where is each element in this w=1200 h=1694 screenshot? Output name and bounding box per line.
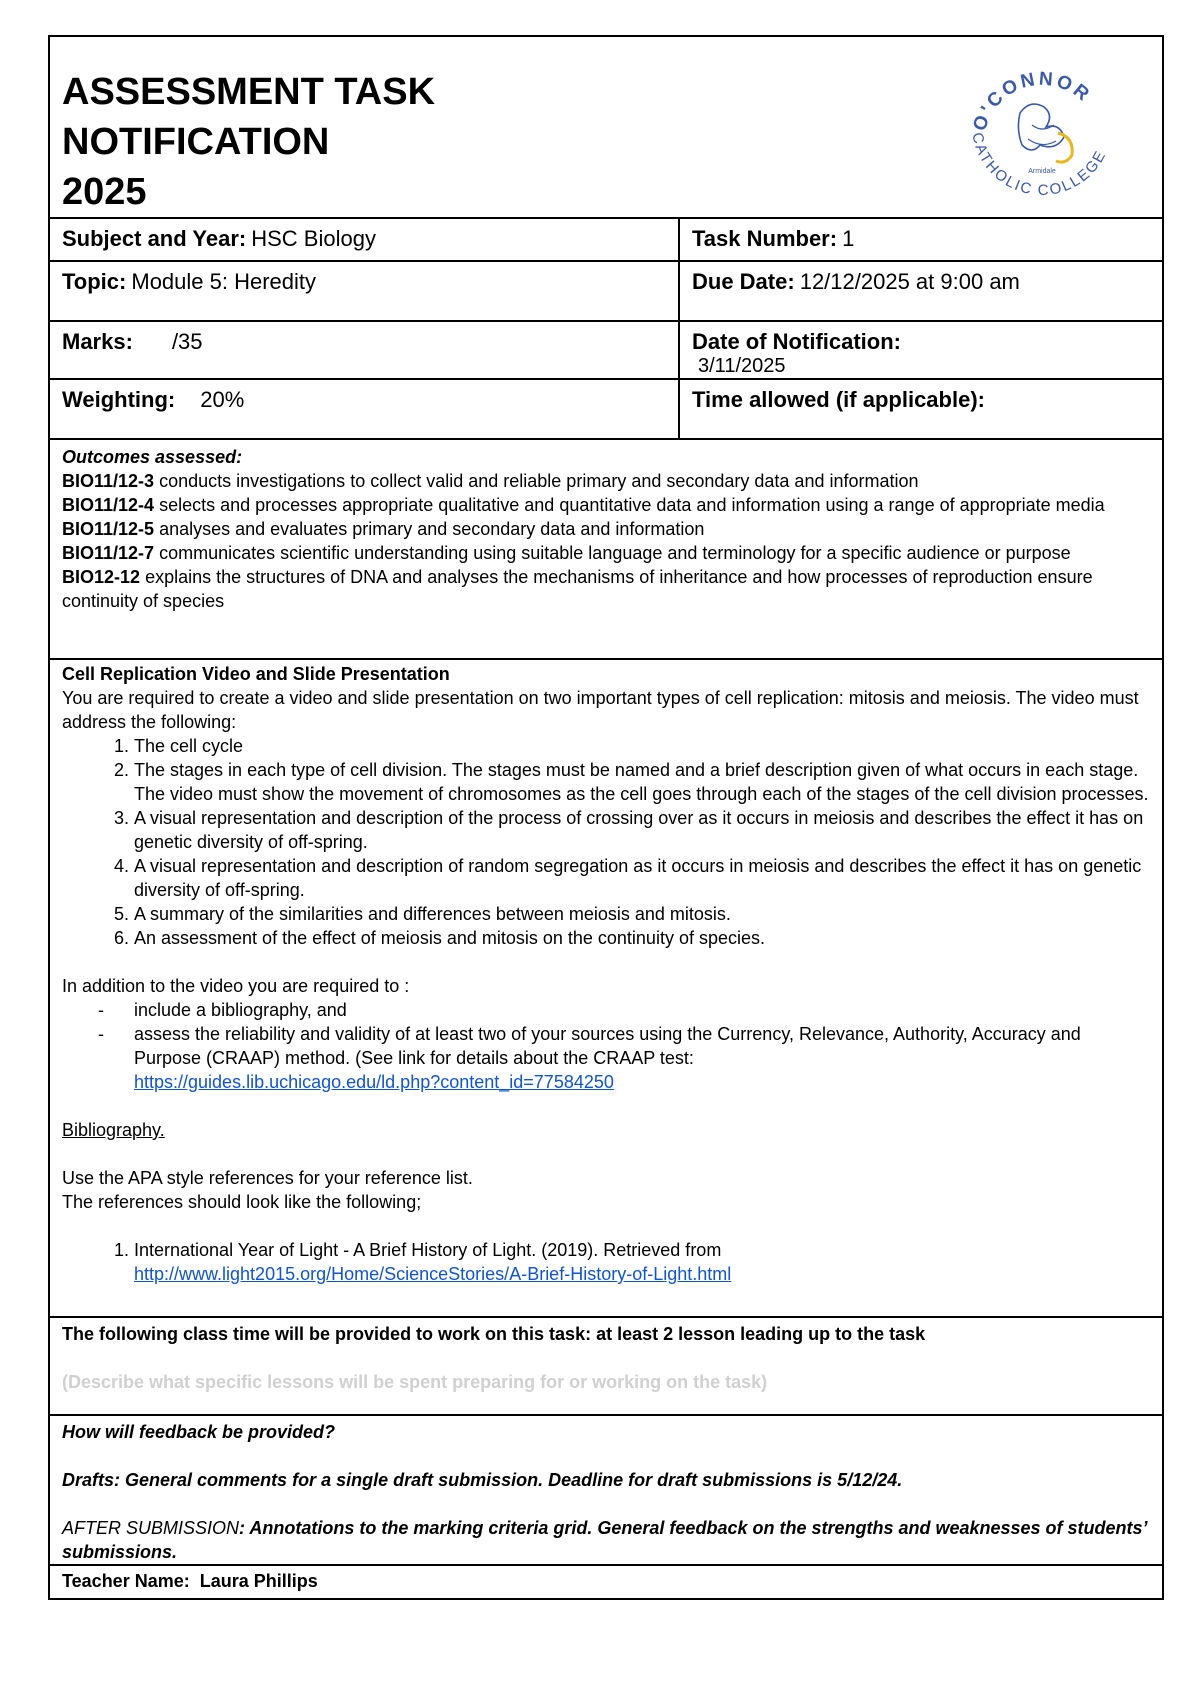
reference-example-list <box>62 1238 1150 1286</box>
logo-text-bottom: CATHOLIC COLLEGE <box>968 130 1110 200</box>
due-date-cell <box>679 261 1163 321</box>
marks-value: /35 <box>171 329 203 354</box>
outcome-item: BIO11/12-3 conducts investigations to collect valid and reliable primary and secondary data and information <box>62 471 919 491</box>
feedback-after-submission: AFTER SUBMISSION: Annotations to the marking criteria grid. General feedback on the strengths and weaknesses of students’ submissions. <box>62 1518 1147 1562</box>
time-allowed-cell <box>679 379 1163 439</box>
reference-link[interactable]: http://www.light2015.org/Home/ScienceStories/A-Brief-History-of-Light.html <box>134 1264 732 1284</box>
task-number-value: 1 <box>842 226 855 251</box>
class-time-hint: (Describe what specific lessons will be spent preparing for or working on the task) <box>62 1372 768 1392</box>
task-description-cell <box>49 659 1163 1317</box>
list-item: 3. A visual representation and description of the process of crossing over as it occurs in meiosis and describes the effect it has on genetic diversity of off-spring. <box>134 806 1150 854</box>
teacher-cell <box>49 1565 1163 1599</box>
list-item: - assess the reliability and validity of at least two of your sources using the Currency, Relevance, Authority, Accuracy and Purpose (CRAAP) method. (See link for details about the CRAAP test: https://guides.lib.uchicago.edu/ld.php?content_id=77584250 <box>134 1022 1150 1094</box>
bibliography-heading: Bibliography. <box>62 1120 165 1140</box>
feedback-question: How will feedback be provided? <box>62 1422 336 1442</box>
task-requirements-list <box>62 734 1150 950</box>
assessment-table <box>48 35 1164 1600</box>
list-item: 6. An assessment of the effect of meiosis and mitosis on the continuity of species. <box>134 926 1150 950</box>
topic-cell <box>49 261 679 321</box>
craap-link[interactable]: https://guides.lib.uchicago.edu/ld.php?content_id=77584250 <box>134 1072 614 1092</box>
teacher-label: Teacher Name: <box>62 1571 190 1591</box>
class-time-cell <box>49 1317 1163 1415</box>
title-cell <box>49 36 1163 218</box>
addition-intro: In addition to the video you are required to : <box>62 976 410 996</box>
list-item: 4. A visual representation and description of random segregation as it occurs in meiosis and describes the effect it has on genetic diversity of off-spring. <box>134 854 1150 902</box>
notification-date-cell <box>679 321 1163 379</box>
weighting-cell <box>49 379 679 439</box>
outcome-item: BIO11/12-5 analyses and evaluates primary and secondary data and information <box>62 519 705 539</box>
due-date-label: Due Date: <box>692 269 795 294</box>
logo-text-top: O'CONNOR <box>969 68 1096 134</box>
outcomes-cell <box>49 439 1163 659</box>
notification-label: Date of Notification: <box>692 329 901 354</box>
task-number-label: Task Number: <box>692 226 838 251</box>
college-logo <box>962 55 1122 215</box>
task-intro: You are required to create a video and slide presentation on two important types of cell replication: mitosis and meiosis. The video must address the following: <box>62 688 1139 732</box>
apa-instruction: Use the APA style references for your reference list. <box>62 1168 473 1188</box>
outcome-item: BIO11/12-4 selects and processes appropriate qualitative and quantitative data and information using a range of appropriate media <box>62 495 1105 515</box>
feedback-cell <box>49 1415 1163 1565</box>
list-item: 1. International Year of Light - A Brief History of Light. (2019). Retrieved from http://www.light2015.org/Home/ScienceStories/A-Brief-History-of-Light.html <box>134 1238 1150 1286</box>
outcome-item: BIO12-12 explains the structures of DNA and analyses the mechanisms of inheritance and how processes of reproduction ensure continuity of species <box>62 567 1093 611</box>
topic-label: Topic: <box>62 269 127 294</box>
svg-text:O'CONNOR <box>969 69 1095 134</box>
logo-motto: Armidale <box>1028 168 1056 175</box>
outcomes-heading: Outcomes assessed: <box>62 447 243 467</box>
document-title: ASSESSMENT TASK NOTIFICATION 2025 <box>62 71 436 213</box>
subject-cell <box>49 218 679 261</box>
apa-instruction: The references should look like the following; <box>62 1192 422 1212</box>
weighting-value: 20% <box>200 387 245 412</box>
teacher-name: Laura Phillips <box>199 1571 318 1591</box>
time-allowed-label: Time allowed (if applicable): <box>692 387 985 412</box>
notification-value: 3/11/2025 <box>698 355 786 377</box>
task-heading: Cell Replication Video and Slide Presentation <box>62 664 450 684</box>
list-item: 1. The cell cycle <box>134 734 1150 758</box>
assessment-notification-page <box>48 35 1162 1600</box>
extra-requirements-list <box>62 998 1150 1094</box>
weighting-label: Weighting: <box>62 387 176 412</box>
class-time-text: The following class time will be provided to work on this task: at least 2 lesson leading up to the task <box>62 1324 926 1344</box>
list-item: - include a bibliography, and <box>134 998 1150 1022</box>
list-item: 2. The stages in each type of cell division. The stages must be named and a brief description given of what occurs in each stage. The video must show the movement of chromosomes as the cell goes through each of the stages of the cell division processes. <box>134 758 1150 806</box>
task-number-cell <box>679 218 1163 261</box>
subject-value: HSC Biology <box>251 226 376 251</box>
svg-text:CATHOLIC COLLEGE <box>968 131 1110 199</box>
subject-label: Subject and Year: <box>62 226 247 251</box>
list-item: 5. A summary of the similarities and differences between meiosis and mitosis. <box>134 902 1150 926</box>
feedback-drafts: Drafts: General comments for a single draft submission. Deadline for draft submissions is 5/12/24. <box>62 1470 903 1490</box>
marks-label: Marks: <box>62 329 133 354</box>
topic-value: Module 5: Heredity <box>131 269 317 294</box>
marks-cell <box>49 321 679 379</box>
outcome-item: BIO11/12-7 communicates scientific understanding using suitable language and terminology for a specific audience or purpose <box>62 543 1071 563</box>
due-date-value: 12/12/2025 at 9:00 am <box>799 269 1020 294</box>
